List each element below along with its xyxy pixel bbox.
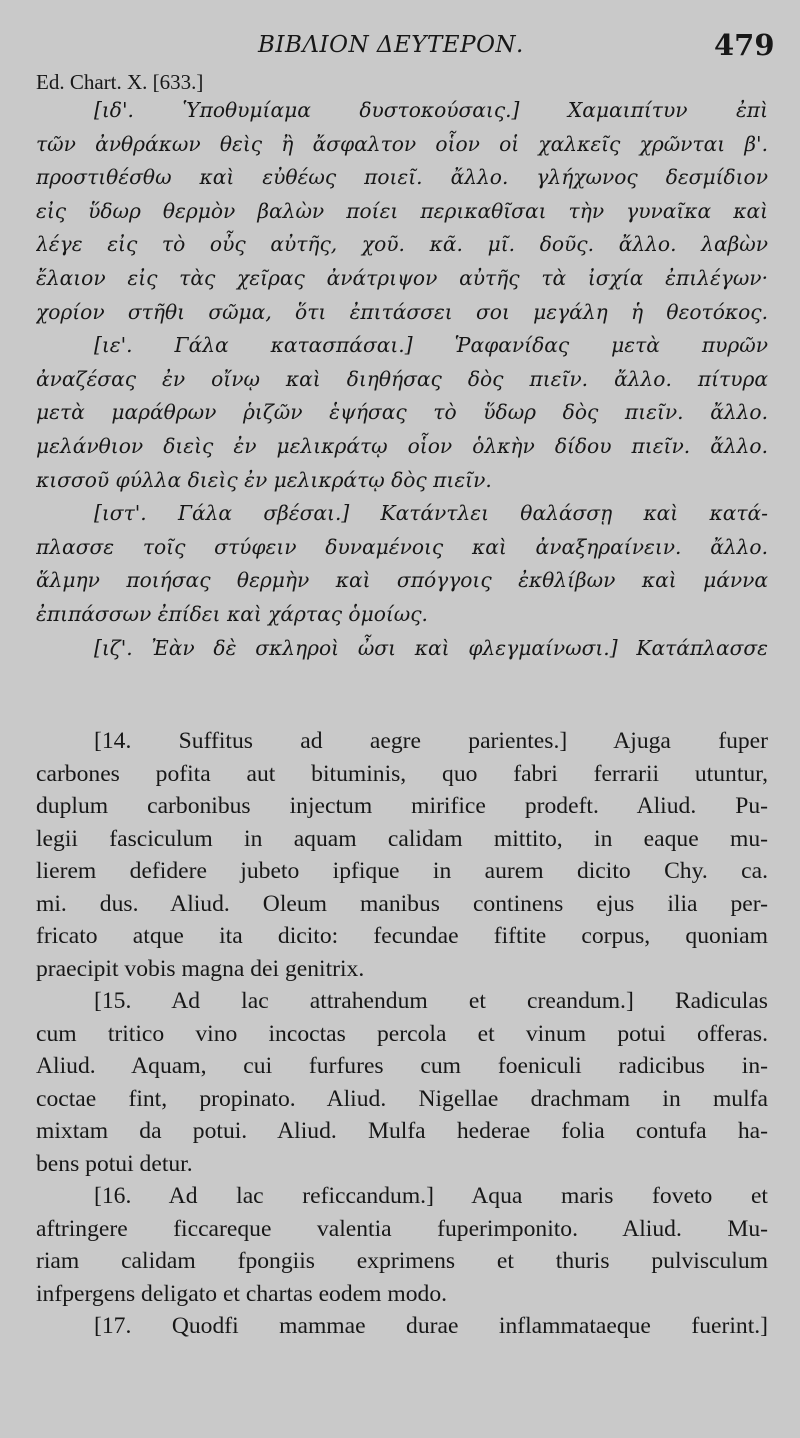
latin-line: coctae fint, propinato. Aliud. Nigellae drachmam in mulfa	[36, 1085, 768, 1112]
latin-line: mi. dus. Aliud. Oleum manibus continens ejus ilia per-	[36, 890, 768, 917]
greek-line: μελάνθιον διεὶς ἐν μελικράτῳ οἷον ὁλκὴν δίδου πιεῖν. ἄλλο.	[36, 433, 768, 458]
latin-line: carbones pofita aut bituminis, quo fabri ferrarii utuntur,	[36, 760, 768, 787]
page-number: 479	[714, 28, 775, 62]
latin-line: riam calidam fpongiis exprimens et thuris pulvisculum	[36, 1248, 768, 1274]
latin-line: [14. Suffitus ad aegre parientes.] Ajuga fuper	[94, 728, 768, 754]
latin-line: mixtam da potui. Aliud. Mulfa hederae folia contufa ha-	[36, 1118, 768, 1144]
running-title: BIBΛΙΟΝ ΔΕΥΤΕΡΟΝ.	[258, 32, 524, 58]
latin-line: [15. Ad lac attrahendum et creandum.] Radiculas	[94, 988, 768, 1014]
greek-line: ἀναζέσας ἐν οἴνῳ καὶ διηθήσας δὸς πιεῖν. ἄλλο. πίτυρα	[36, 366, 768, 391]
latin-line: praecipit vobis magna dei genitrix.	[36, 955, 365, 982]
greek-line: προστιθέσθω καὶ εὐθέως ποιεῖ. ἄλλο. γλήχωνος δεσμίδιον	[36, 165, 768, 190]
latin-line: duplum carbonibus injectum mirifice prodeft. Aliud. Pu-	[36, 793, 768, 819]
latin-line: [16. Ad lac reficcandum.] Aqua maris foveto et	[94, 1183, 768, 1209]
greek-line: [ιε'. Γάλα κατασπάσαι.] Ῥαφανίδας μετὰ πυρῶν	[94, 333, 768, 358]
latin-line: [17. Quodfi mammae durae inflammataeque fuerint.]	[94, 1313, 768, 1339]
latin-line: legii fasciculum in aquam calidam mittito, in eaque mu-	[36, 825, 768, 852]
greek-line: [ιζ'. Ἐὰν δὲ σκληροὶ ὦσι καὶ φλεγμαίνωσι.] Κατάπλασσε	[94, 635, 768, 660]
greek-line: εἰς ὕδωρ θερμὸν βαλὼν ποίει περικαθῖσαι τὴν γυναῖκα καὶ	[36, 198, 768, 223]
greek-line: χορίον στῆθι σῶμα, ὅτι ἐπιτάσσει σοι μεγάλη ἡ θεοτόκος.	[36, 299, 768, 324]
greek-line: ἅλμην ποιήσας θερμὴν καὶ σπόγγοις ἐκθλίβων καὶ μάννα	[36, 568, 768, 593]
latin-line: fricato atque ita dicito: fecundae fiftite corpus, quoniam	[36, 923, 768, 949]
greek-line: ἔλαιον εἰς τὰς χεῖρας ἀνάτριψον αὐτῆς τὰ ἰσχία ἐπιλέγων·	[36, 265, 768, 290]
latin-line: Aliud. Aquam, cui furfures cum foeniculi radicibus in-	[36, 1053, 768, 1079]
latin-line: aftringere ficcareque valentia fuperimponito. Aliud. Mu-	[36, 1215, 768, 1242]
latin-line: cum tritico vino incoctas percola et vinum potui offeras.	[36, 1020, 768, 1047]
greek-line: [ιδ'. Ὑποθυμίαμα δυστοκούσαις.] Χαμαιπίτυν ἐπὶ	[94, 98, 768, 122]
page-header	[0, 28, 800, 68]
greek-line: κισσοῦ φύλλα διεὶς ἐν μελικράτῳ δὸς πιεῖν.	[36, 467, 492, 492]
latin-line: infpergens deligato et chartas eodem modo.	[36, 1280, 448, 1307]
edition-reference: Ed. Chart. X. [633.]	[36, 70, 204, 94]
greek-line: λέγε εἰς τὸ οὖς αὐτῆς, χοῦ. κᾶ. μῖ. δοῦς. ἄλλο. λαβὼν	[36, 232, 768, 257]
latin-line: lierem defidere jubeto ipfique in aurem dicito Chy. ca.	[36, 858, 768, 884]
greek-line: ἐπιπάσσων ἐπίδει καὶ χάρτας ὁμοίως.	[36, 601, 428, 626]
greek-text-block	[36, 94, 768, 665]
latin-text-block	[36, 725, 768, 1343]
greek-line: πλασσε τοῖς στύφειν δυναμένοις καὶ ἀναξηραίνειν. ἄλλο.	[36, 534, 768, 559]
greek-line: τῶν ἀνθράκων θεὶς ἢ ἄσφαλτον οἷον οἱ χαλκεῖς χρῶνται β'.	[36, 131, 768, 156]
latin-line: bens potui detur.	[36, 1150, 193, 1177]
greek-line: μετὰ μαράθρων ῥιζῶν ἑψήσας τὸ ὕδωρ δὸς πιεῖν. ἄλλο.	[36, 400, 768, 425]
greek-line: [ιστ'. Γάλα σβέσαι.] Κατάντλει θαλάσσῃ καὶ κατά-	[94, 501, 768, 526]
